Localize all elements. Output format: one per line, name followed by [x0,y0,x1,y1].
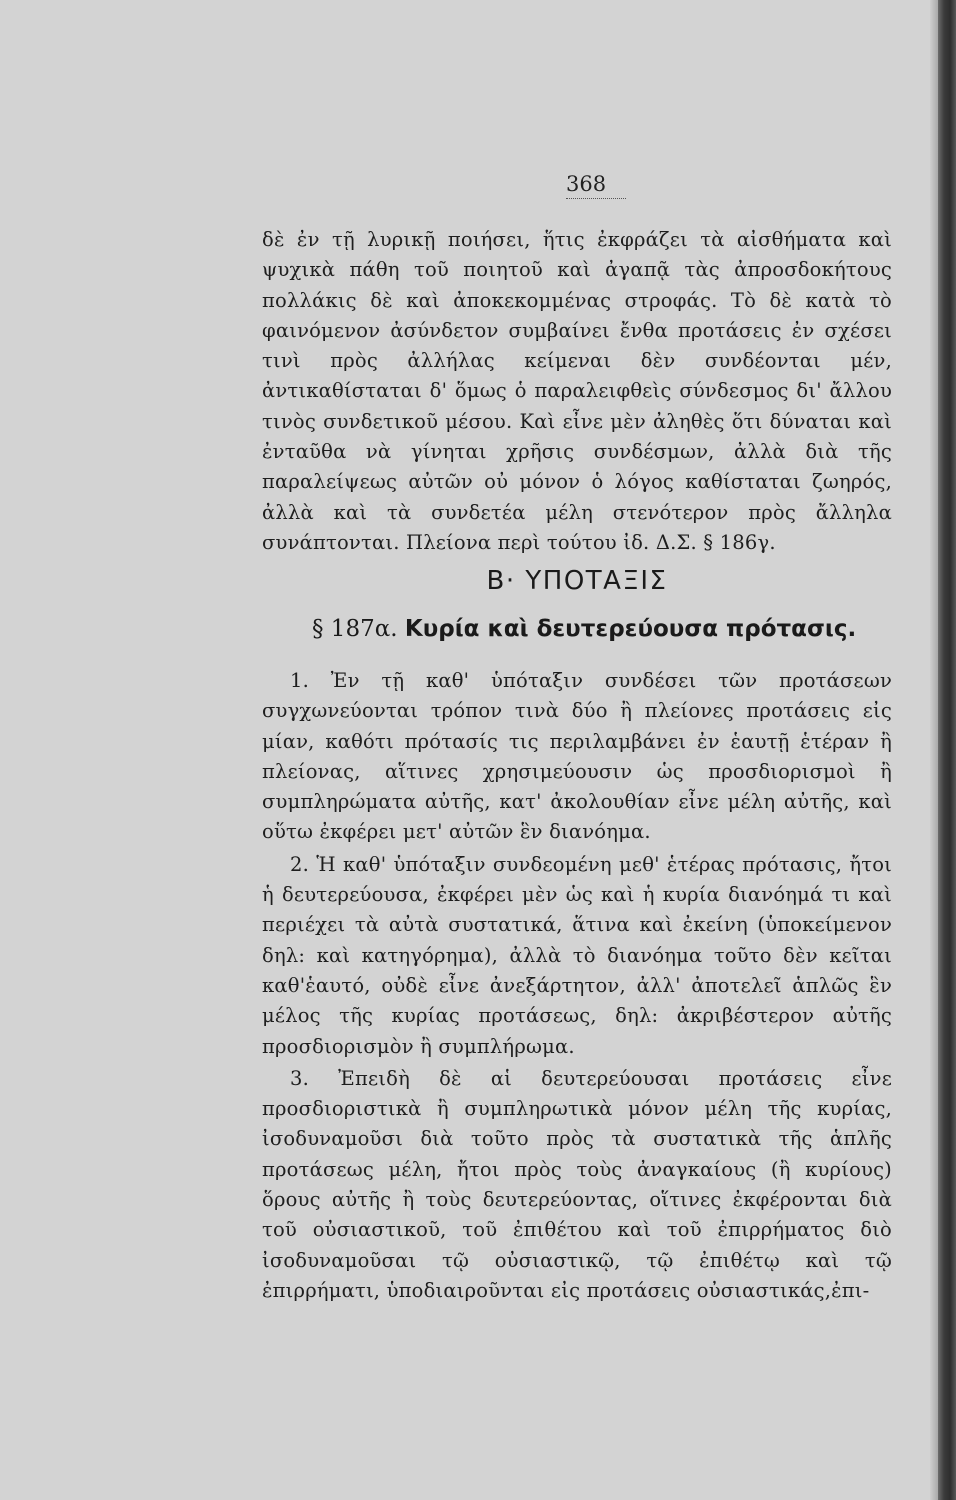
numbered-text-block [262,666,892,1306]
section-heading: Β· ΥΠΟΤΑΞΙΣ [486,566,668,596]
page-leaf-edge [930,0,938,1500]
paragraph-top: δὲ ἐν τῇ λυρικῇ ποιήσει, ἥτις ἐκφράζει τὰ αἰσθήματα καὶ ψυχικὰ πάθη τοῦ ποιητοῦ καὶ ἀγαπᾷ τὰς ἀπροσδοκήτους πολλάκις δὲ καὶ ἀποκεκομμένας στροφάς. Τὸ δὲ κατὰ τὸ φαινόμενον ἀσύνδετον συμβαίνει ἔνθα προτάσεις ἐν σχέσει τινὶ πρὸς ἀλλήλας κείμεναι δὲν συνδέονται μέν, ἀντικαθίσταται δ' ὅμως ὁ παραλειφθεὶς σύνδεσμος δι' ἄλλου τινὸς συνδετικοῦ μέσου. Καὶ εἶνε μὲν ἀληθὲς ὅτι δύναται καὶ ἐνταῦθα νὰ γίνηται χρῆσις συνδέσμων, ἀλλὰ διὰ τῆς παραλείψεως αὐτῶν οὐ μόνον ὁ λόγος καθίσταται ζωηρός, ἀλλὰ καὶ τὰ συνδετέα μέλη στενότερον πρὸς ἄλληλα συνάπτονται. Πλείονα περὶ τούτου ἰδ. Δ.Σ. § 186γ. [262,228,892,554]
numbered-paragraph-1: 1. Ἐν τῇ καθ' ὑπόταξιν συνδέσει τῶν προτάσεων συγχωνεύονται τρόπον τινὰ δύο ἢ πλείονες προτάσεις εἰς μίαν, καθότι πρότασίς τις περιλαμβάνει ἐν ἑαυτῇ ἑτέραν ἢ πλείονας, αἵτινες χρησιμεύουσιν ὡς προσδιορισμοὶ ἢ συμπληρώματα αὐτῆς, κατ' ἀκολουθίαν εἶνε μέλη αὐτῆς, καὶ οὕτω ἐκφέρει μετ' αὐτῶν ἓν διανόημα. [262,669,892,844]
book-spine [938,0,956,1500]
subsection-label: § 187α. [312,616,398,642]
page-number: 368 [566,172,626,199]
subsection-title [312,616,872,642]
numbered-paragraph-3: 3. Ἐπειδὴ δὲ αἱ δευτερεύουσαι προτάσεις εἶνε προσδιοριστικὰ ἢ συμπληρωτικὰ μόνον μέλη τῆς κυρίας, ἰσοδυναμοῦσι διὰ τοῦτο πρὸς τὰ συστατικὰ τῆς ἁπλῆς προτάσεως μέλη, ἤτοι πρὸς τοὺς ἀναγκαίους (ἢ κυρίους) ὅρους αὐτῆς ἢ τοὺς δευτερεύοντας, οἵτινες ἐκφέρονται διὰ τοῦ οὐσιαστικοῦ, τοῦ ἐπιθέτου καὶ τοῦ ἐπιρρήματος διὸ ἰσοδυναμοῦσαι τῷ οὐσιαστικῷ, τῷ ἐπιθέτῳ καὶ τῷ ἐπιρρήματι, ὑποδιαιροῦνται εἰς προτάσεις οὐσιαστικάς,ἐπι- [262,1066,892,1302]
numbered-paragraph-2: 2. Ἡ καθ' ὑπόταξιν συνδεομένη μεθ' ἑτέρας πρότασις, ἤτοι ἡ δευτερεύουσα, ἐκφέρει μὲν ὡς καὶ ἡ κυρία διανόημά τι καὶ περιέχει τὰ αὐτὰ συστατικά, ἅτινα καὶ ἐκείνη (ὑποκείμενον δηλ: καὶ κατηγόρημα), ἀλλὰ τὸ διανόημα τοῦτο δὲν κεῖται καθ'ἑαυτό, οὐδὲ εἶνε ἀνεξάρτητον, ἀλλ' ἀποτελεῖ ἁπλῶς ἓν μέλος τῆς κυρίας προτάσεως, δηλ: ἀκριβέστερον αὐτῆς προσδιορισμὸν ἢ συμπλήρωμα. [262,852,892,1058]
top-text-block [262,225,892,558]
subsection-name: Κυρία καὶ δευτερεύουσα πρότασις. [404,616,857,642]
